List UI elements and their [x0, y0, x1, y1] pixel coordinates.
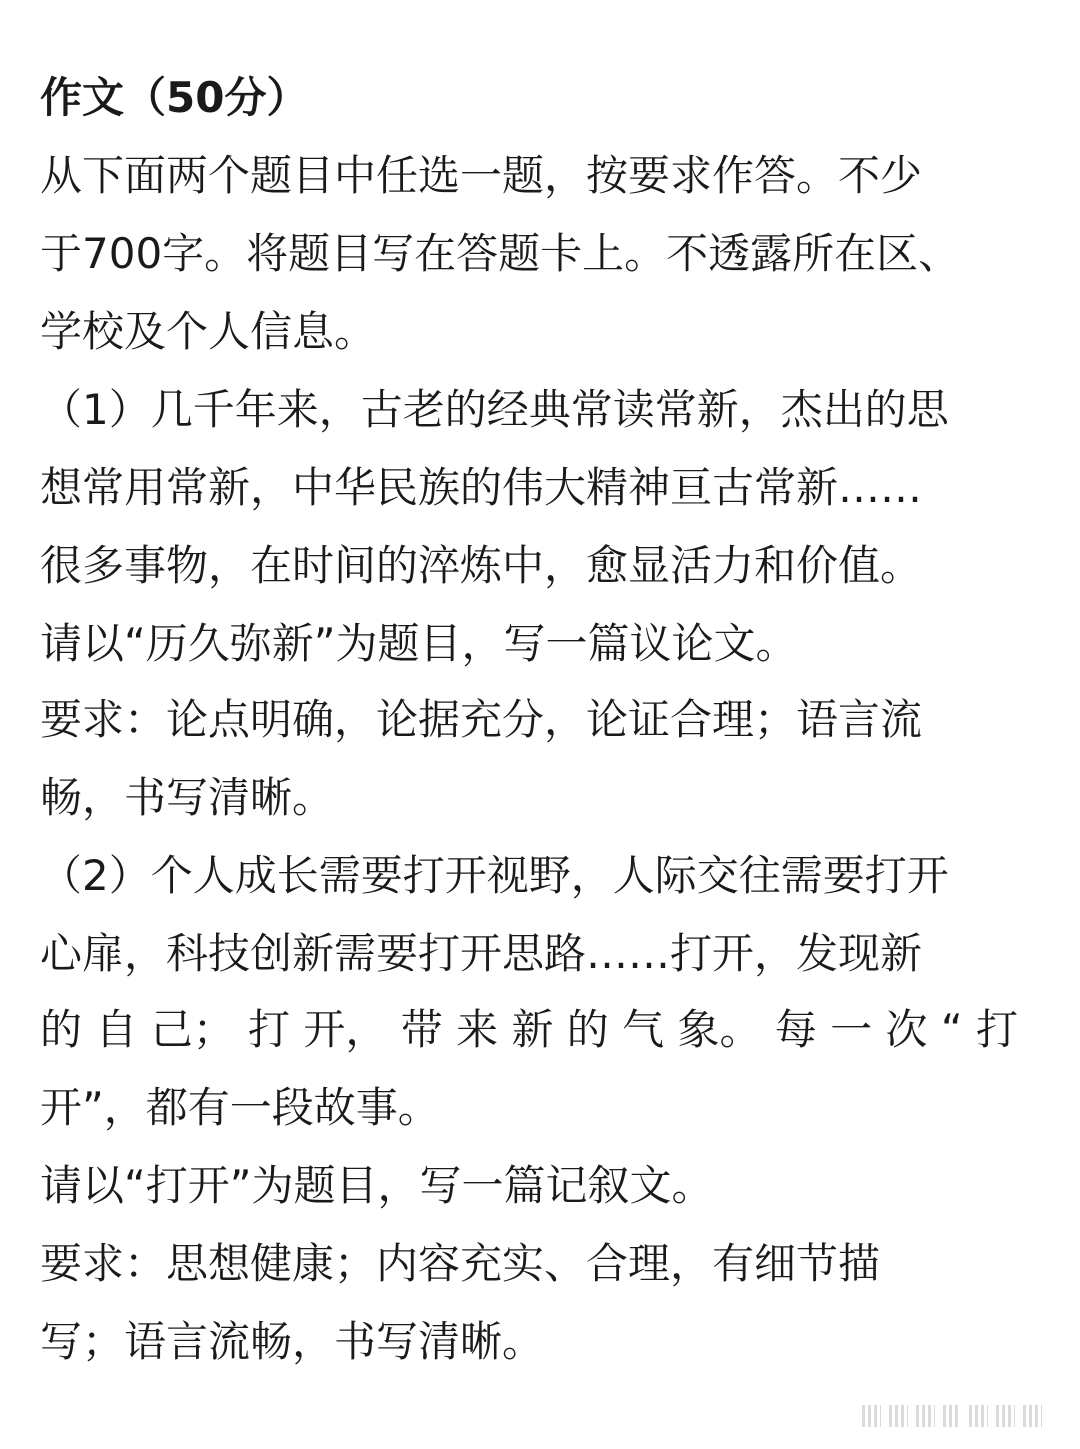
essay-title: 作文（50分）: [40, 73, 309, 122]
text-line: 很多事物，在时间的淬炼中，愈显活力和价值。: [40, 541, 923, 590]
text-line: 写；语言流畅，书写清晰。: [40, 1317, 545, 1366]
text-line: 要求：思想健康；内容充实、合理，有细节描: [40, 1239, 881, 1288]
text-line: 的 自 己； 打 开， 带 来 新 的 气 象。 每 一 次 “ 打: [40, 1005, 1019, 1054]
text-line: 请以“打开”为题目，写一篇记叙文。: [40, 1161, 714, 1210]
watermark-logo: [862, 1405, 1042, 1427]
text-line: 于700字。将题目写在答题卡上。不透露所在区、: [40, 229, 961, 278]
text-line: 学校及个人信息。: [40, 307, 377, 356]
text-line: 请以“历久弥新”为题目，写一篇议论文。: [40, 619, 798, 668]
prompt-2-line: （2）个人成长需要打开视野，人际交往需要打开: [40, 851, 949, 900]
text-line: 要求：论点明确，论据充分，论证合理；语言流: [40, 695, 923, 744]
prompt-1-line: （1）几千年来，古老的经典常读常新，杰出的思: [40, 385, 949, 434]
text-line: 心扉，科技创新需要打开思路……打开，发现新: [40, 929, 923, 978]
text-line: 畅，书写清晰。: [40, 773, 335, 822]
text-line: 想常用常新，中华民族的伟大精神亘古常新……: [40, 463, 923, 512]
text-line: 开”，都有一段故事。: [40, 1083, 440, 1132]
text-line: 从下面两个题目中任选一题，按要求作答。不少: [40, 151, 923, 200]
